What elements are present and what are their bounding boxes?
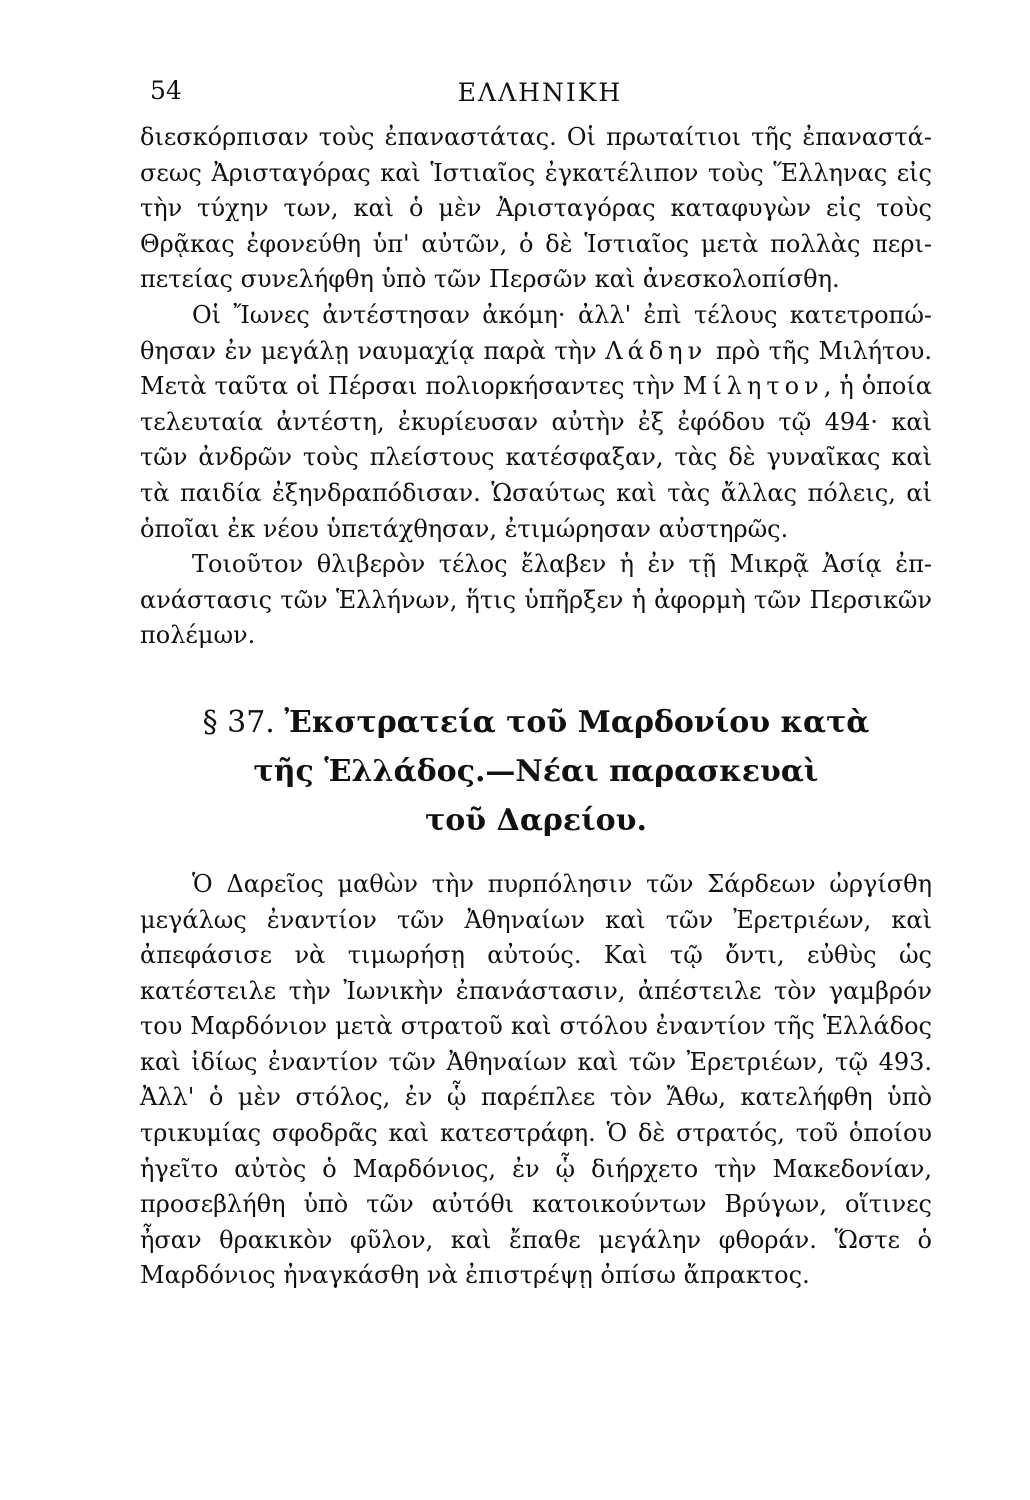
place-lade: Λάδην bbox=[605, 336, 708, 365]
section-title-part-2: τῆς Ἑλλάδος.—Νέαι παρασκευαὶ bbox=[253, 753, 819, 789]
section-title-part-1: Ἐκστρατεία τοῦ Μαρδονίου κατὰ bbox=[284, 704, 870, 740]
place-miletus: Μίλητον bbox=[682, 372, 824, 401]
page-body bbox=[140, 120, 932, 1294]
paragraph-1: διεσκόρπισαν τοὺς ἐπαναστάτας. Οἱ πρωταίτιοι τῆς ἐπαναστάσεως Ἀρισταγόρας καὶ Ἱστιαῖος ἐγκατέλιπον τοὺς Ἕλληνας εἰς τὴν τύχην των, καὶ ὁ μὲν Ἀρισταγόρας καταφυγὼν εἰς τοὺς Θρᾷκας ἐφονεύθη ὑπ' αὐτῶν, ὁ δὲ Ἱστιαῖος μετὰ πολλὰς περιπετείας συνελήφθη ὑπὸ τῶν Περσῶν καὶ ἀνεσκολοπίσθη. bbox=[140, 123, 932, 294]
section-number: § 37. bbox=[202, 704, 275, 740]
page-header bbox=[140, 68, 940, 118]
section-heading bbox=[140, 698, 932, 845]
paragraph-2-part-b: πρὸ τῆς Μιλήτου. Μετὰ ταῦτα οἱ Πέρσαι πολιορκήσαντες τὴν bbox=[140, 336, 932, 401]
paragraph-2-part-c: , ἡ ὁποία τελευταία ἀντέστη, ἐκυρίευσαν αὐτὴν ἐξ ἐφόδου τῷ 494· καὶ τῶν ἀνδρῶν τοὺς πλείστους κατέσφαξαν, τὰς δὲ γυναῖκας καὶ τὰ παιδία ἐξηνδραπόδισαν. Ὡσαύτως καὶ τὰς ἄλλας πόλεις, αἱ ὁποῖαι ἐκ νέου ὑπετάχθησαν, ἐτιμώρησαν αὐστηρῶς. bbox=[140, 372, 932, 543]
section-title-part-3: τοῦ Δαρείου. bbox=[425, 802, 647, 838]
running-title: ΕΛΛΗΝΙΚΗ bbox=[457, 78, 623, 107]
paragraph-3: Τοιοῦτον θλιβερὸν τέλος ἔλαβεν ἡ ἐν τῇ Μικρᾷ Ἀσίᾳ ἐπανάστασις τῶν Ἑλλήνων, ἥτις ὑπῆρξεν ἡ ἀφορμὴ τῶν Περσικῶν πολέμων. bbox=[140, 550, 932, 650]
paragraph-4: Ὁ Δαρεῖος μαθὼν τὴν πυρπόλησιν τῶν Σάρδεων ὠργίσθη μεγάλως ἐναντίον τῶν Ἀθηναίων καὶ τῶν Ἐρετριέων, καὶ ἀπεφάσισε νὰ τιμωρήσῃ αὐτούς. Καὶ τῷ ὄντι, εὐθὺς ὡς κατέστειλε τὴν Ἰωνικὴν ἐπανάστασιν, ἀπέστειλε τὸν γαμβρόν του Μαρδόνιον μετὰ στρατοῦ καὶ στόλου ἐναντίον τῆς Ἑλλάδος καὶ ἰδίως ἐναντίον τῶν Ἀθηναίων καὶ τῶν Ἐρετριέων, τῷ 493. Ἀλλ' ὁ μὲν στόλος, ἐν ᾧ παρέπλεε τὸν Ἄθω, κατελήφθη ὑπὸ τρικυμίας σφοδρᾶς καὶ κατεστράφη. Ὁ δὲ στρατός, τοῦ ὁποίου ἡγεῖτο αὐτὸς ὁ Μαρδόνιος, ἐν ᾧ διήρχετο τὴν Μακεδονίαν, προσεβλήθη ὑπὸ τῶν αὐτόθι κατοικούντων Βρύγων, οἵτινες ἦσαν θρακικὸν φῦλον, καὶ ἔπαθε μεγάλην φθοράν. Ὥστε ὁ Μαρδόνιος ἠναγκάσθη νὰ ἐπιστρέψῃ ὀπίσω ἄπρακτος. bbox=[140, 869, 932, 1290]
paragraph-2-part-a: Οἱ Ἴωνες ἀντέστησαν ἀκόμη· ἀλλ' ἐπὶ τέλους κατετροπώθησαν ἐν μεγάλῃ ναυμαχίᾳ παρὰ τὴν bbox=[140, 300, 932, 365]
page-number: 54 bbox=[150, 76, 182, 105]
paragraph-2 bbox=[140, 298, 932, 547]
section-heading-line-1 bbox=[140, 698, 932, 747]
